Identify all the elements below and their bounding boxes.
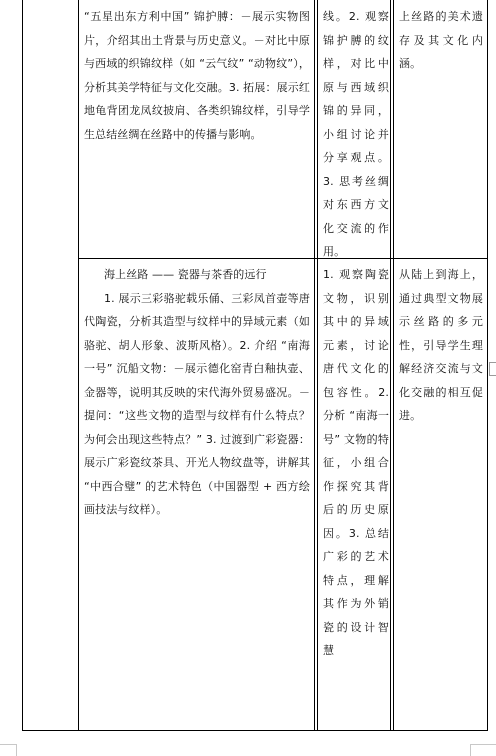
row2-intent-text: 从陆上到海上，通过典型文物展示丝路的多元性，引导学生理解经济交流与文化交融的相互促进。	[399, 268, 483, 422]
row2-activity-cell	[323, 263, 389, 663]
row1-activity-cell	[323, 5, 389, 264]
table-bottom-border	[22, 730, 488, 731]
row2-content-text: 1. 展示三彩骆驼载乐俑、三彩凤首壶等唐代陶瓷，分析其造型与纹样中的异域元素（如骆驼、胡人形象、波斯风格）。2. 介绍 “南海一号” 沉船文物：－展示德化窑青白釉执壶、金器等，说明其反映的宋代海外贸易盛况。－提问：“这些文物的造型与纹样有什么特点？为何会出现这些特点？” 3. 过渡到广彩瓷器：展示广彩瓷纹茶具、开光人物纹盘等，讲解其 “中西合璧” 的艺术特色（中国器型 + 西方绘画技法与纹样）。	[84, 291, 310, 516]
row1-intent-text: 上丝路的美术遗存及其文化内涵。	[399, 10, 483, 70]
column-divider-2	[314, 0, 318, 731]
row-divider	[78, 258, 488, 259]
row2-content-cell	[84, 263, 310, 522]
column-divider-3	[390, 0, 394, 731]
table-right-border	[487, 0, 488, 731]
table-left-border	[22, 0, 23, 731]
column-divider-1	[78, 0, 79, 731]
row1-intent-cell	[399, 5, 483, 76]
crop-mark-left-h	[0, 744, 16, 745]
page-edge-marker	[489, 362, 496, 376]
row2-activity-text: 1. 观察陶瓷文物，识别其中的异域元素，讨论唐代文化的包容性。2. 分析 “南海一号” 文物的特征，小组合作探究其背后的历史原因。3. 总结广彩的艺术特点，理解其作为外销瓷的设计智慧	[323, 268, 389, 657]
row1-activity-text: 线。2. 观察锦护膊的纹样，对比中原与西域织锦的异同，小组讨论并分享观点。3. 思考丝绸对东西方文化交流的作用。	[323, 10, 389, 258]
row1-content-cell	[84, 5, 310, 146]
row2-intent-cell	[399, 263, 483, 428]
row2-title: 海上丝路 —— 瓷器与茶香的远行	[104, 268, 267, 281]
crop-mark-left-v	[16, 744, 17, 756]
crop-mark-right-h	[470, 744, 496, 745]
row1-content-text: “五星出东方利中国” 锦护膊：－展示实物图片，介绍其出土背景与历史意义。－对比中原与西域的织锦纹样（如 “云气纹” “动物纹”），分析其美学特征与文化交融。3. 拓展：展示红地龟背团龙凤纹披肩、各类织锦纹样，引导学生总结丝绸在丝路中的传播与影响。	[84, 10, 310, 141]
crop-mark-right-v	[470, 744, 471, 756]
